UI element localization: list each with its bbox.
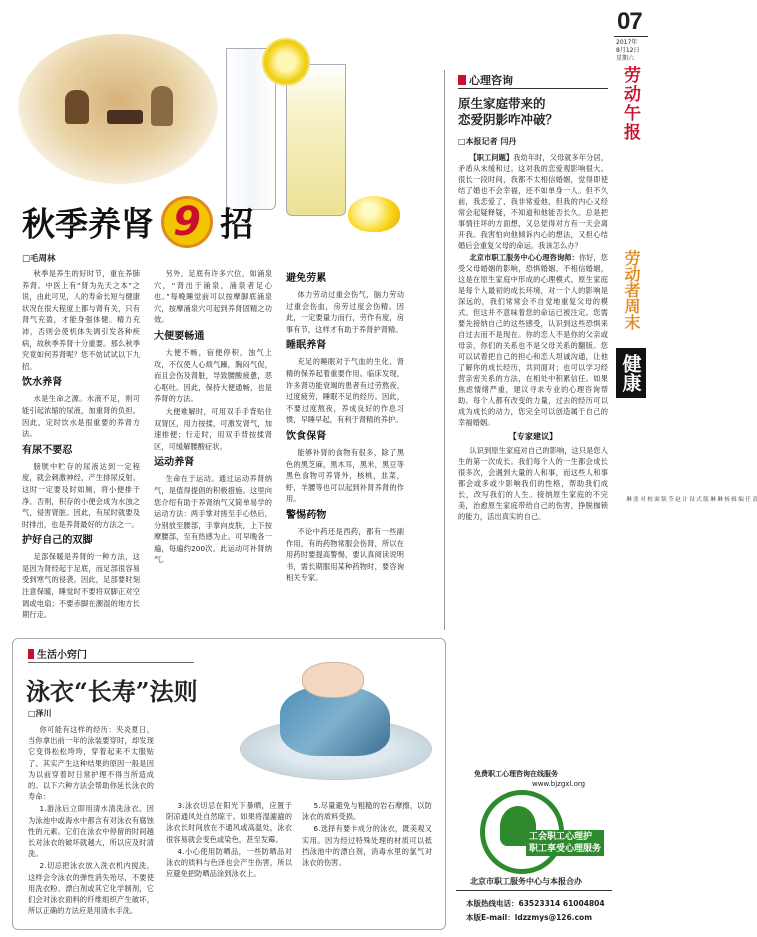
psych-title: 原生家庭带来的 恋爱阴影咋冲破？: [458, 96, 559, 127]
lemon-water-glass: [286, 64, 346, 216]
service-org: 北京市职工服务中心与本报合办: [470, 877, 582, 886]
service-notice: 免费职工心理咨询在线服务: [474, 770, 558, 778]
section-heading: 饮水养肾: [22, 377, 63, 389]
masthead-rule: [614, 36, 648, 37]
swimsuit-rule: [28, 662, 194, 663]
page-number: 07: [617, 8, 642, 35]
expert-heading: 【专家建议】: [508, 432, 558, 441]
psych-byline: □本报记者 闫丹: [458, 137, 517, 146]
section-heading: 睡眠养肾: [286, 340, 327, 352]
ad-rule: [456, 890, 612, 891]
lemon-slice: [262, 38, 310, 86]
section-heading: 运动养肾: [154, 457, 195, 469]
logo-text: 工会职工心理护 职工享受心理服务: [526, 830, 604, 856]
feature-col-2: 另外，足底有许多穴位，如涌泉穴，“肾出于涌泉，涌泉者足心也。”每晚睡觉前可以按摩脚底涌泉穴，按摩涌泉穴可起到养肾固精之功效。 大便要畅通 大便不畅，宿便停积，浊气上攻，不仅使人心烦气躁，胸闷气促，而且会伤及肾脏，导致腰酸疲惫，恶心呕吐。因此，保持大便通畅，也是养肾的方法。 大便难解时，可用双手手背贴住双肾区，用力按揉，可激发肾气，加速排便；行走时，用双手背按揉肾区，可缓解腰酸症状。 运动养肾 生命在于运动。通过运动养肾纳气，是值得提倡的积极措施。这里向您介绍有助于养肾纳气又简单易学的运动方法：两手掌对搓至手心热后，分别放至腰部，手掌向皮肤，上下按摩腰部，至有热感为止。可早晚各一遍，每遍约200次。此运动可补肾纳气。: [154, 269, 272, 565]
elders-figures: [55, 70, 185, 150]
washing-illustration: [230, 646, 438, 796]
issue-date: 2017年 8月12日 星期六: [616, 39, 640, 62]
section-tab: [612, 250, 757, 502]
psych-kicker-rule: [458, 88, 608, 89]
section-heading: 有尿不要忍: [22, 444, 73, 456]
section-heading: 警惕药物: [286, 509, 327, 521]
email[interactable]: 本版E-mail：ldzzmys@126.com: [466, 913, 593, 922]
section-title-weekend: 劳动者周末: [622, 250, 641, 330]
title-number-badge: 9: [161, 196, 213, 248]
swimsuit-kicker: 生活小窍门: [28, 646, 87, 661]
section-title-health: 健康: [616, 348, 646, 398]
psych-kicker: 心理咨询: [458, 72, 513, 88]
feature-title: 秋季养肾 9 招: [22, 196, 253, 248]
psych-body: 【职工问题】我幼年时，父母就多年分居，矛盾从未缓和过。这对我的恋爱观影响很大。很长一段时间，我都不太相信婚姻，觉得即使结了婚也不会幸福，还不如单身一人。但不久前，我恋爱了，我非常爱他，但我的内心又经常会起疑释疑，不知道和他能否长久。总是把事情往坏的方面想，又总觉得对方有一天会离开我。我害怕向他倾诉内心的想法，又担心结婚后会重复父母的命运。我该怎么办？ 北京市职工服务中心心理咨询师：你好，您受父母婚姻的影响，恐惧婚姻、不相信婚姻，这是在原生家庭中形成的心理模式。原生家庭是每个人最初的成长环境，对一个人的影响是深远的，我们常常会不自觉地重复父母的模式。但这并不意味着您的命运已被注定。您需要先接纳自己的这些感受，认识到这些恐惧来自过去而不是现在。你的恋人不是你的父亲或母亲，你们的关系也不是父母关系的翻版。您可以试着把自己的担心和恋人坦诚沟通，让他了解你的成长经历，共同面对；也可以学习经营亲密关系的方法，在相处中积累信任。如果焦虑情绪严重，建议寻求专业的心理咨询帮助。每个人都有改变的力量，过去的经历可以成为成长的动力，您完全可以创造属于自己的幸福婚姻。 【专家建议】 认识到原生家庭对自己的影响，这只是您人生的第一次成长。我们每个人的一生都会成长很多次，会遇到大量的人和事，而这些人和事都会或多或少影响我们的性格，帮助我们成长，改写我们的人生。接纳原生家庭的不完美，治愈原生家庭带给自己的伤害，挣脱枷锁的能力，活出真实的自己。: [458, 153, 608, 521]
paper-logo: 劳动午报: [620, 66, 640, 142]
swimsuit-col-3: 5.尽量避免与粗糙的岩石摩擦，以防泳衣的质料受损。 6.选择有要卡成分的泳衣，既美观又实用。因为经过特殊处理的材质可以抵挡泳池中的漂白剂，消毒水里的氯气对泳衣的伤害。: [302, 801, 432, 868]
lemon-half: [348, 196, 400, 232]
section-heading: 护好自己的双脚: [22, 535, 93, 547]
editor-credits: 责任编辑 杨琳琳 版式设计 赵莹 版面校对 张 琳: [625, 496, 757, 502]
union-logo: [462, 786, 612, 870]
swimsuit-col-1: 你可能有这样的经历：夹炎夏日，当你拿出前一年的泳装要穿时，却发现它变得松松垮垮，穿着起来不太服贴了。其实产生这种结果的原因一般是因为以前穿着时日常护理不得当所造成的。以下六种方法会帮助你延长泳衣的寿命： 1.游泳后立即用清水清洗泳衣。因为泳池中或海水中都含有对泳衣有腐蚀性的元素。它们在泳衣中停留的时间越长对泳衣的破坏就越大，所以应及时清洗。 2.切忌把泳衣放入洗衣机内搅洗，这样会令泳衣的弹性消失殆尽，不要使用洗衣粉、漂白剂或其它化学制剂，它们会对泳衣面料的纤维组织产生破坏，所以正确的方法应是用清水手洗。: [28, 725, 154, 916]
section-heading: 避免劳累: [286, 273, 327, 284]
swimsuit-byline: □泽川: [28, 709, 52, 718]
feature-col-3: 避免劳累 体力劳动过重会伤气，脑力劳动过重会伤血，房劳过度会伤精。因此，一定要量力而行，劳作有度，房事有节，这样才有助于养肾护肾精。 睡眠养肾 充足的睡眠对于气血的生化、肾精的保养起着重要作用。临床发现，许多肾功能衰竭的患者有过劳熬夜，过度疲劳，睡眠不足的经历。因此，不要过度熬夜，养成良好的作息习惯，早睡早起，有利于肾精的养护。 饮食保肾 能够补肾的食物有很多，除了黑色的黑芝麻，黑木耳，黑米，黑豆等黑色食物可养肾外，核桃，韭菜，虾，羊腰等也可以起到补肾养肾的作用。 警惕药物 不论中药还是西药，都有一些副作用，有的药物常服会伤肾，所以在用药时要提高警惕，要认真阅读说明书，需长期服用某种药物时，要咨询相关专家。: [286, 273, 404, 583]
service-url[interactable]: www.bjzgxl.org: [532, 780, 586, 788]
swimsuit-col-2: 3.泳衣切忌在阳光下暴晒，应置于阴凉通风处自然晾干。如果将湿漉漉的泳衣长时间放在不通风或高温处，泳衣很容易就会变色或染色，甚至发霉。 4.小心使用防晒品，一些防晒品对泳衣的质料与色泽也会产生伤害，所以应避免把防晒品涂到泳衣上。: [166, 801, 292, 879]
column-divider: [444, 70, 445, 630]
feature-col-1: 秋季是养生的好时节，重在养肺养肾。中医上有“肾为先天之本”之说，由此可见，人的寿命长短与健康状况在很大程度上都与肾有关，只有肾气充盈，才能身强体健。精力充沛，否则会使机体失调引发各种疾病，故秋季养肾十分重要。那么秋季究竟如何养肾呢？您不妨试试以下九招。 饮水养肾 水是生命之源。水液不足，则可能引起浓缩的尿液，加重肾的负担。因此，定时饮水是很重要的养肾方法。 有尿不要忍 膀胱中贮存的尿液达到一定程度，就会刺激神经，产生排尿反射。这时一定要及时如厕，将小便排干净。否则，积存的小便会成为水浊之气，侵害肾脏。因此，有尿时就要及时排出，也是养肾最好的方法之一。 护好自己的双脚 足部保暖是养肾的一种方法，这是因为肾经起于足底，而足部很容易受到寒气的侵袭。因此，足部要时刻注意保暖，睡觉时不要将双脚正对空调或电扇；不要赤脚在潮湿的地方长期行走。: [22, 269, 140, 620]
swimsuit-title: 泳衣“长寿”法则: [26, 677, 198, 706]
section-heading: 饮食保肾: [286, 430, 327, 442]
feature-byline: □毛周林: [22, 254, 56, 264]
section-heading: 大便要畅通: [154, 330, 205, 342]
hotline: 本版热线电话：63523314 61004804: [466, 899, 605, 908]
